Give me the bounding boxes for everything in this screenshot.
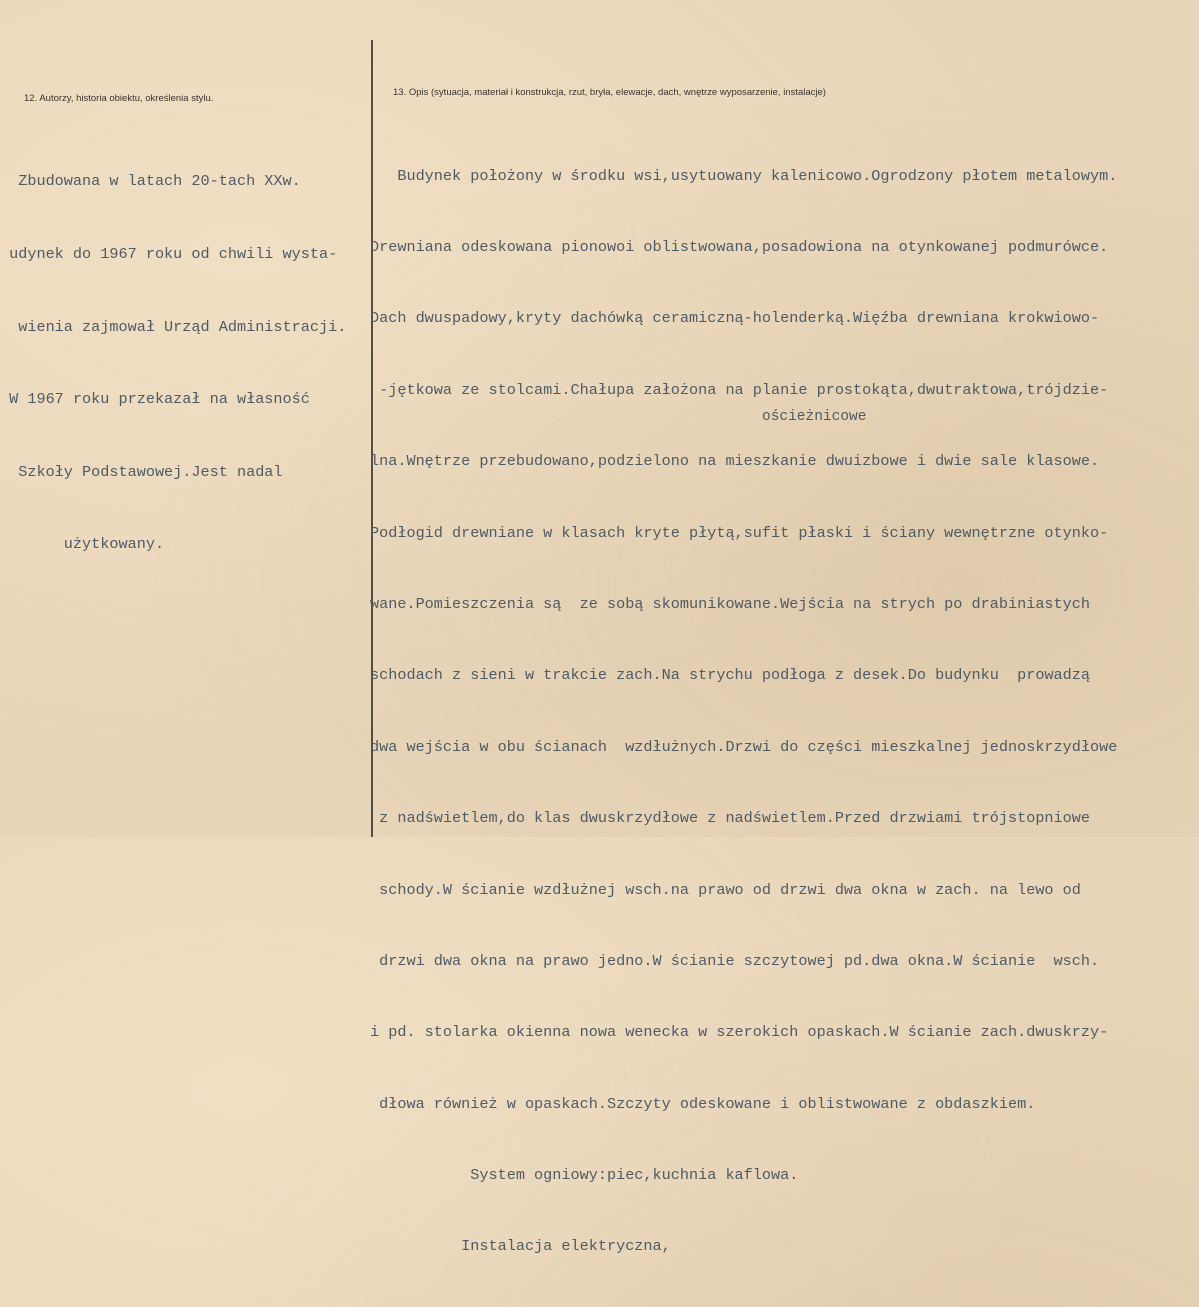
section-13-line: -jętkowa ze stolcami.Chałupa założona na planie prostokąta,dwutraktowa,trójdzie- bbox=[370, 380, 1109, 399]
section-13-header: 13. Opis (sytuacja, materiał i konstrukcja, rzut, bryła, elewacje, dach, wnętrze wyposarzenie, instalacje) bbox=[393, 87, 826, 98]
section-13-line: Podłogid drewniane w klasach kryte płytą,sufit płaski i ściany wewnętrzne otynko- bbox=[370, 523, 1109, 542]
interlinear-annotation: ościeżnicowe bbox=[762, 409, 867, 425]
section-13-line: lna.Wnętrze przebudowano,podzielono na mieszkanie dwuizbowe i dwie sale klasowe. bbox=[370, 452, 1100, 471]
section-13-line: System ogniowy:piec,kuchnia kaflowa. bbox=[370, 1166, 799, 1185]
section-12-line: Szkoły Podstawowej.Jest nadal bbox=[0, 462, 283, 481]
section-12-line: W 1967 roku przekazał na własność bbox=[0, 390, 310, 409]
section-13-line: Dach dwuspadowy,kryty dachówką ceramiczną-holenderką.Więźba drewniana krokwiowo- bbox=[370, 309, 1100, 328]
section-13-line: drzwi dwa okna na prawo jedno.W ścianie szczytowej pd.dwa okna.W ścianie wsch. bbox=[370, 951, 1100, 970]
section-13-line: Drewniana odeskowana pionowoi oblistwowana,posadowiona na otynkowanej podmurówce. bbox=[370, 237, 1109, 256]
section-13-line: i pd. stolarka okienna nowa wenecka w szerokich opaskach.W ścianie zach.dwuskrzy- bbox=[370, 1023, 1109, 1042]
section-12-line: wienia zajmował Urząd Administracji. bbox=[0, 317, 347, 336]
section-13-line: dłowa również w opaskach.Szczyty odeskowane i oblistwowane z obdaszkiem. bbox=[370, 1094, 1036, 1113]
section-13-line: Instalacja elektryczna, bbox=[370, 1237, 671, 1256]
section-12-line: użytkowany. bbox=[0, 535, 165, 554]
section-13-line: z nadświetlem,do klas dwuskrzydłowe z nadświetlem.Przed drzwiami trójstopniowe bbox=[370, 809, 1091, 828]
section-13-line: Budynek położony w środku wsi,usytuowany kalenicowo.Ogrodzony płotem metalowym. bbox=[370, 166, 1118, 185]
section-13-line: schodach z sieni w trakcie zach.Na strychu podłoga z desek.Do budynku prowadzą bbox=[370, 666, 1091, 685]
section-13-line: dwa wejścia w obu ścianach wzdłużnych.Drzwi do części mieszkalnej jednoskrzydłowe bbox=[370, 737, 1118, 756]
section-12-line: Zbudowana w latach 20-tach XXw. bbox=[0, 172, 301, 191]
section-13-line: schody.W ścianie wzdłużnej wsch.na prawo od drzwi dwa okna w zach. na lewo od bbox=[370, 880, 1081, 899]
section-12-line: udynek do 1967 roku od chwili wysta- bbox=[0, 245, 338, 263]
section-12-body bbox=[0, 121, 370, 605]
section-13-line: wane.Pomieszczenia są ze sobą skomunikowane.Wejścia na strych po drabiniastych bbox=[370, 594, 1091, 613]
section-12-header: 12. Autorzy, historia obiektu, określenia stylu. bbox=[24, 93, 214, 104]
section-13-body bbox=[370, 117, 1199, 1307]
